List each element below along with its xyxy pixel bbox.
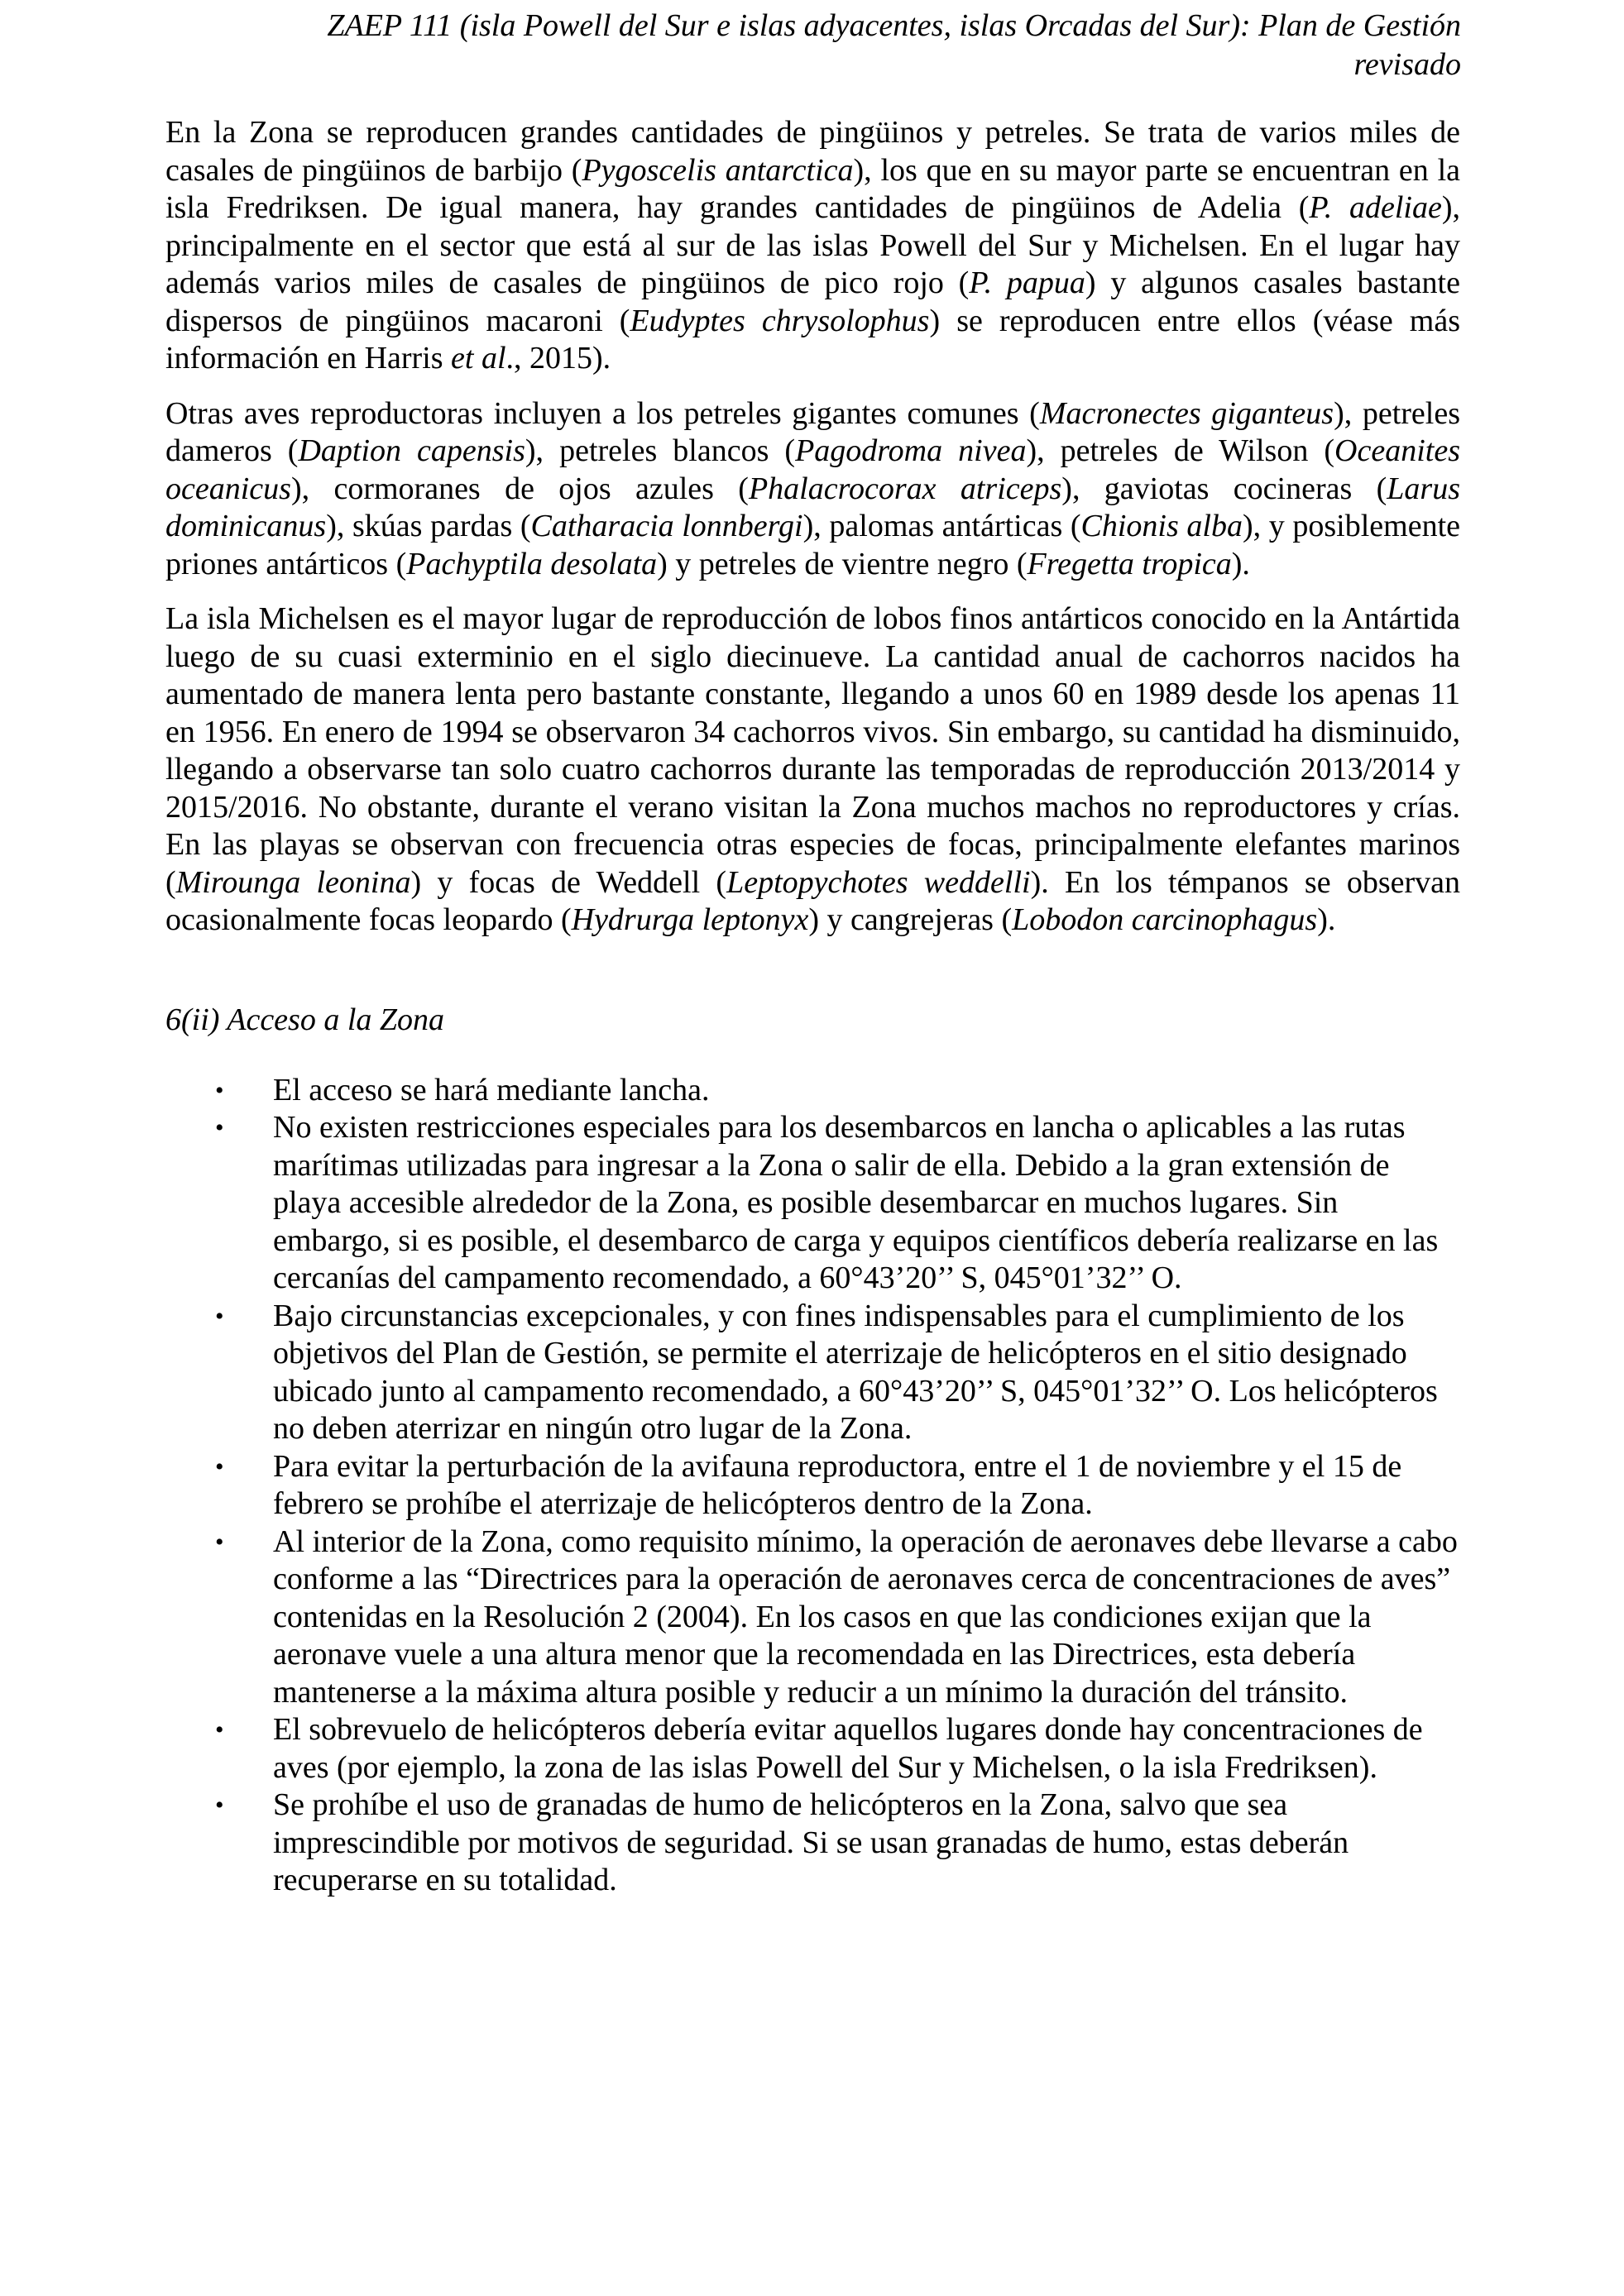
text-run: ) se reproducen entre ellos (véase más información en Harris <box>165 303 1461 375</box>
header-line-1: ZAEP 111 (isla Powell del Sur e islas adyacentes, islas Orcadas del Sur): Plan de Gestión <box>327 8 1461 43</box>
italic-term: Lobodon carcinophagus <box>1012 902 1318 937</box>
paragraph-penguins <box>165 114 1460 378</box>
italic-term: Catharacia lonnbergi <box>530 509 803 543</box>
italic-term: Eudyptes chrysolophus <box>630 303 930 338</box>
running-header <box>220 7 1461 84</box>
document-body <box>165 114 1460 1900</box>
italic-term: P. adeliae <box>1309 190 1442 225</box>
access-bullet-list <box>165 1072 1460 1900</box>
paragraph-birds <box>165 395 1460 584</box>
italic-term: Pachyptila desolata <box>406 546 658 581</box>
list-item-text: Para evitar la perturbación de la avifauna reproductora, entre el 1 de noviembre y el 15 de febrero se prohíbe el aterrizaje de helicópteros dentro de la Zona. <box>273 1448 1402 1521</box>
italic-term: Pygoscelis antarctica <box>582 152 854 188</box>
list-item <box>165 1787 1460 1900</box>
text-run: La isla Michelsen es el mayor lugar de reproducción de lobos finos antárticos conocido en la Antártida luego de su cuasi exterminio en el siglo diecinueve. La cantidad anual de cachorros nacidos ha aumentado de manera lenta pero bastante constante, llegando a unos 60 en 1989 desde los apenas 11 en 1956. En enero de 1994 se observaron 34 cachorros vivos. Sin embargo, su cantidad ha disminuido, llegando a observarse tan solo cuatro cachorros durante las temporadas de reproducción 2013/2014 y 2015/2016. No obstante, durante el verano visitan la Zona muchos machos no reproductores y crías. En las playas se observan con frecuencia otras especies de focas, principalmente elefantes marinos ( <box>165 601 1460 900</box>
italic-term: P. papua <box>969 265 1085 300</box>
bullet-icon: • <box>215 1452 224 1480</box>
text-run: ) y algunos casales bastante dispersos de pingüinos macaroni ( <box>165 265 1460 338</box>
bullet-icon: • <box>215 1302 224 1330</box>
text-run: ), los que en su mayor parte se encuentran en la isla Fredriksen. De igual manera, hay grandes cantidades de pingüinos de Adelia ( <box>165 152 1460 225</box>
list-item <box>165 1072 1460 1110</box>
italic-term: Macronectes giganteus <box>1039 395 1334 431</box>
italic-term: Fregetta tropica <box>1027 546 1232 581</box>
text-run: ., 2015). <box>505 341 611 375</box>
list-item <box>165 1523 1460 1712</box>
text-run: ), petreles blancos ( <box>525 433 796 468</box>
bullet-icon: • <box>215 1716 224 1744</box>
text-run: ). En los témpanos se observan ocasionalmente focas leopardo ( <box>165 864 1460 937</box>
text-run: ) y cangrejeras ( <box>808 902 1013 937</box>
text-run: ). <box>1231 546 1250 581</box>
italic-term: et al <box>451 341 506 375</box>
italic-term: Hydrurga leptonyx <box>571 902 809 937</box>
italic-term: Leptopychotes weddelli <box>726 864 1031 900</box>
text-run: ), y posiblemente priones antárticos ( <box>165 509 1460 581</box>
header-line-2: revisado <box>1353 47 1461 82</box>
text-run: ), cormoranes de ojos azules ( <box>290 471 749 506</box>
text-run: ), skúas pardas ( <box>326 509 531 543</box>
bullet-icon: • <box>215 1076 224 1104</box>
text-run: En la Zona se reproducen grandes cantidades de pingüinos y petreles. Se trata de varios miles de casales de pingüinos de barbijo ( <box>165 115 1460 188</box>
italic-term: Larus dominicanus <box>165 471 1460 543</box>
list-item-text: Bajo circunstancias excepcionales, y con fines indispensables para el cumplimiento de los objetivos del Plan de Gestión, se permite el aterrizaje de helicópteros en el sitio designado ubicado junto al campamento recomendado, a 60°43’20’’ S, 045°01’32’’ O. Los helicópteros no deben aterrizar en ningún otro lugar de la Zona. <box>273 1298 1438 1446</box>
section-heading: 6(ii) Acceso a la Zona <box>165 1002 445 1037</box>
text-run: ). <box>1317 902 1336 937</box>
bullet-icon: • <box>215 1114 224 1141</box>
list-item <box>165 1109 1460 1298</box>
paragraph-seals <box>165 600 1460 940</box>
text-run: ), gaviotas cocineras ( <box>1061 471 1387 506</box>
italic-term: Chionis alba <box>1080 509 1243 543</box>
italic-term: Mirounga leonina <box>175 864 411 900</box>
list-item-text: Se prohíbe el uso de granadas de humo de helicópteros en la Zona, salvo que sea imprescindible por motivos de seguridad. Si se usan granadas de humo, estas deberán recuperarse en su totalidad. <box>273 1787 1349 1897</box>
italic-term: Pagodroma nivea <box>795 433 1027 468</box>
list-item <box>165 1711 1460 1787</box>
list-item-text: El acceso se hará mediante lancha. <box>273 1072 710 1107</box>
list-item-text: Al interior de la Zona, como requisito mínimo, la operación de aeronaves debe llevarse a cabo conforme a las “Directrices para la operación de aeronaves cerca de concentraciones de aves” contenidas en la Resolución 2 (2004). En los casos en que las condiciones exijan que la aeronave vuele a una altura menor que la recomendada en las Directrices, esta debería mantenerse a la máxima altura posible y reducir a un mínimo la duración del tránsito. <box>273 1523 1458 1710</box>
bullet-icon: • <box>215 1528 224 1556</box>
italic-term: Oceanites oceanicus <box>165 433 1460 506</box>
list-item <box>165 1448 1460 1523</box>
text-run: ) y petreles de vientre negro ( <box>657 546 1028 581</box>
text-run: ), palomas antárticas ( <box>802 509 1081 543</box>
text-run: ) y focas de Weddell ( <box>410 864 727 900</box>
italic-term: Daption capensis <box>298 433 525 468</box>
italic-term: Phalacrocorax atriceps <box>748 471 1062 506</box>
list-item-text: No existen restricciones especiales para los desembarcos en lancha o aplicables a las rutas marítimas utilizadas para ingresar a la Zona o salir de ella. Debido a la gran extensión de playa accesible alrededor de la Zona, es posible desembarcar en muchos lugares. Sin embargo, si es posible, el desembarco de carga y equipos científicos debería realizarse en las cercanías del campamento recomendado, a 60°43’20’’ S, 045°01’32’’ O. <box>273 1110 1439 1295</box>
text-run: ), petreles de Wilson ( <box>1026 433 1335 468</box>
list-item <box>165 1298 1460 1448</box>
bullet-icon: • <box>215 1791 224 1819</box>
text-run: ), petreles dameros ( <box>165 395 1461 468</box>
list-item-text: El sobrevuelo de helicópteros debería evitar aquellos lugares donde hay concentraciones de aves (por ejemplo, la zona de las islas Powell del Sur y Michelsen, o la isla Fredriksen). <box>273 1712 1423 1785</box>
text-run: ), principalmente en el sector que está al sur de las islas Powell del Sur y Michelsen. En el lugar hay además varios miles de casales de pingüinos de pico rojo ( <box>165 190 1460 300</box>
text-run: Otras aves reproductoras incluyen a los petreles gigantes comunes ( <box>165 395 1040 431</box>
